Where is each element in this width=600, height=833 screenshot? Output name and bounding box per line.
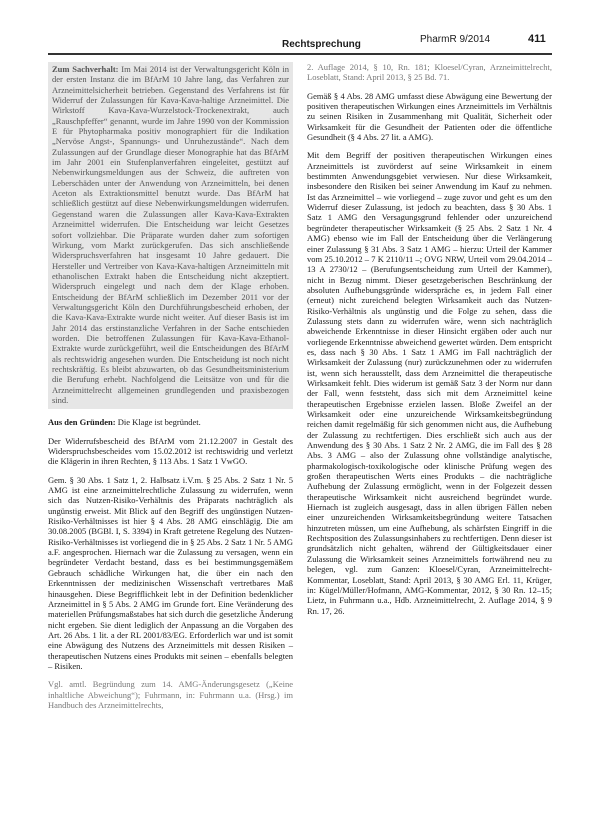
sachverhalt-heading: Zum Sachverhalt: — [52, 64, 119, 74]
paragraph: Mit dem Begriff der positiven therapeutischen Wirkungen eines Arzneimittels ist zuvörderst auf seine Wirksamkeit in einem bestimmten Anwendungsgebiet verwiesen. Nur diese Wirksamkeit, insbesondere den Risiken bei seiner Anwendung im Kauf zu nehmen. Ist das Arzneimittel – wie vorliegend – zuge zuvor und geht es um den Widerruf dieser Zulassung, ist jedoch zu beachten, dass § 30 Abs. 1 Satz 1 AMG den Versagungsgrund fehlender oder unzureichend begründeter therapeutischer Wirksamkeit (§ 25 Abs. 2 Satz 1 Nr. 4 AMG) ebenso wie im Fall der Entscheidung über die Verlängerung einer Zulassung § 31 Abs. 3 Satz 1 AMG – hierzu: Urteil der Kammer vom 25.10.2012 – 7 K 2110/11 –; OVG NRW, Urteil vom 29.04.2014 – 13 A 2730/12 – (Berufungsentscheidung zum Urteil der Kammer), nicht in Bezug nimmt. Dieser gesetzgeberischen Beschränkung der absoluten Aufhebungsgründe widerspräche es, in jedem Fall einer (erneut) nicht zureichend belegten Wirksamkeit auch das Nutzen-Risiko-Verhältnis als ungünstig und die Folge zu sehen, dass die Zulassung stets dann zu widerrufen wäre, wenn sich nachträglich abweichende Erkenntnisse in dieser Hinsicht ergäben oder auch nur vorliegende Erkenntnisse abweichend gewertet würden. Dem entspricht es, dass nach § 30 Abs. 1 Satz 1 AMG im Fall nachträglich der Wirksamkeit der Zulassung (nur) zurückzunehmen oder zu widerrufen ist, wenn sich herausstellt, dass dem Arzneimittel die therapeutische Wirksamkeit fehlt. Dies widerum ist gemäß Satz 3 der Norm nur dann der Fall, wenn feststeht, dass sich mit dem Arzneimittel keine therapeutischen Ergebnisse erzielen lassen. Bloße Zweifel an der Wirksamkeit oder eine unzureichende Wirksamkeitsbegründung reichen damit regelmäßig für sich genommen nicht aus, die Aufhebung der Zulassung zu rechtfertigen. Dies erschließt sich auch aus der Anwendung des § 30 Abs. 1 Satz 2 Nr. 2 AMG, die im Fall des § 28 Abs. 3 AMG – also der Zulassung ohne vollständige analytische, pharmakologisch-toxikologische oder klinische Prüfung wegen des großen therapeutischen Werts eines Produkts – die nachträgliche Aufhebung der Zulassung ermöglicht, wenn in der Folgezeit dessen therapeutische Wirksamkeit nicht ausreichend begründet wurde. Hiernach ist zugleich ausgesagt, dass in allen übrigen Fällen neben einer unzureichenden Wirksamkeitsbegründung weitere Tatsachen hinzutreten müssen, um eine Aufhebung, als schärfsten Eingriff in die Rechtsposition des Zulassungsinhabers zu rechtfertigen. Denn dieser ist grundsätzlich nicht gehalten, während der Gültigkeitsdauer einer Zulassung die Wirksamkeit seines Arzneimittels fortwährend neu zu belegen, vgl. zum Ganzen: Kloesel/Cyran, Arzneimittelrecht-Kommentar, Loseblatt, Stand: April 2013, § 30 AMG Erl. 11, Krüger, in: Kügel/Müller/Hofmann, AMG-Kommentar, 2012, § 30 Rn. 12–15; Lietz, in Fuhrmann u.a., Hdb. Arzneimittelrecht, 2. Auflage 2014, § 9 Rn. 17, 26. — [307, 150, 552, 616]
sachverhalt-text: Im Mai 2014 ist der Verwaltungsgericht Köln in der ersten Instanz die im BfArM 10 Jahre lang, das Verfahren zur Arzneimittelsicherheit betrieben. Gegenstand des Verfahrens ist für Widerruf der Zulassungen für Kava-Kava-haltige Arzneimittel. Die Wirkstoff Kava-Kava-Wurzelstock-Trockenextrakt, auch „Rauschpfeffer“ genannt, wurde im Jahre 1990 von der Kommission E für Phytopharmaka positiv monographiert für die Indikation „Nervöse Angst-, Spannungs- und Unruhezustände“. Nach dem Zulassungen auf der Grundlage dieser Monographie hat das BfArM im Jahr 2001 ein Stufenplanverfahren eingeleitet, gestützt auf Nebenwirkungsmeldungen aus der Schweiz, die auftreten von Leberschäden unter der Anwendung von Arzneimitteln, bei denen Aceton als Extraktionsmittel benutzt wurde. Das BfArM hat schließlich gestützt auf diese Nebenwirkungsmeldungen widerrufen. Gegenstand waren die Zulassungen aller Kava-Kava-Extrakten Arzneimittel widerrufen. Die Entscheidung war leicht Gesetzes sofort vollziehbar. Die Präparate wurden daher zum sofortigen Wirkung, vom Markt zurückgerufen. Das sich anschließende Widerspruchsverfahren hat insgesamt 10 Jahre gedauert. Die Hersteller und Vertreiber von Kava-Kava-haltigen Arzneimitteln mit ethanolischen Extrakt haben die Entscheidung nicht akzeptiert. Widerspruch eingelegt und nach dem der Klage erhoben. Entscheidung der BfArM schließlich im Dezember 2011 vor der Verwaltungsgericht Köln den Durchführungsbescheid erhoben, der die Kava-Kava-Extrakte wurde nicht weiter. Auf dieser Basis ist im Jahr 2014 das erstinstanzliche Verfahren in der Sache entschieden worden. Die betroffenen Zulassungen für Kava-Kava-Ethanol-Extrakte wurde zurückgeführt, weil die Entscheidungen des BfArM als rechtswidrig angesehen wurden. Die Entscheidung ist noch nicht rechtskräftig. Es bleibt abzuwarten, ob das Gesundheitsministerium die Berufung erhebt. Nachfolgend die Leitsätze von und für die Arzneimittelrecht allgemeinen grundlegenden und praxisbezogen sind. — [52, 64, 290, 405]
citation-paragraph: Vgl. amtl. Begründung zum 14. AMG-Änderungsgesetz („Keine inhaltliche Abweichung“); Fuhrmann, in: Fuhrmann u.a. (Hrsg.) im Handbuch des Arzneimittelrechts, — [48, 679, 293, 710]
paragraph: Der Widerrufsbescheid des BfArM vom 21.12.2007 in Gestalt des Widerspruchsbescheides vom 15.02.2012 ist rechtswidrig und verletzt die Klägerin in ihren Rechten, § 113 Abs. 1 Satz 1 VwGO. — [48, 435, 293, 467]
journal-issue: PharmR 9/2014 — [420, 34, 491, 45]
section-title: Rechtsprechung — [282, 39, 361, 50]
sachverhalt-box — [48, 62, 293, 409]
right-column — [307, 62, 552, 624]
page-number: 411 — [528, 33, 546, 45]
left-column — [48, 62, 293, 718]
paragraph: Gemäß § 4 Abs. 28 AMG umfasst diese Abwägung eine Bewertung der positiven therapeutischen Wirkungen eines Arzneimittels im Verhältnis zu seinen Risiken in Zusammenhang mit Qualität, Sicherheit oder Wirksamkeit für die Gesundheit der Patienten oder die öffentliche Gesundheit (§ 4 Abs. 27 lit. a AMG). — [307, 90, 552, 143]
citation-paragraph: 2. Auflage 2014, § 10, Rn. 181; Kloesel/Cyran, Arzneimittelrecht, Loseblatt, Stand: April 2013, § 25 Bd. 71. — [307, 62, 552, 83]
gruende-heading: Aus den Gründen: — [48, 417, 116, 428]
paragraph: Gem. § 30 Abs. 1 Satz 1, 2. Halbsatz i.V.m. § 25 Abs. 2 Satz 1 Nr. 5 AMG ist eine arzneimittelrechtliche Zulassung zu widerrufen, wenn sich das Nutzen-Risiko-Verhältnis des Präparats nachträglich als ungünstig erweist. Mit Blick auf den Begriff des ungünstigen Nutzen-Risiko-Verhältnisses ist hier § 4 Abs. 28 AMG einschlägig. Die am 30.08.2005 (BGBl. I, S. 3394) in Kraft getretene Regelung des Nutzen-Risiko-Verhältnisses ist vorliegend die in § 25 Abs. 2 Satz 1 Nr. 5 AMG a.F. angesprochen. Hiernach war die Zulassung zu versagen, wenn ein begründeter Verdacht bestand, dass es bei bestimmungsgemäßem Gebrauch schädliche Wirkungen hat, die über ein nach den Erkenntnissen der medizinischen Wissenschaft vertretbares Maß hinausgehen. Diese Begrifflichkeit lebt in der Definition bedenklicher Arzneimittel in § 5 Abs. 2 AMG im Grunde fort. Eine Veränderung des materiellen Prüfungsmaßstabes hat sich durch die gesetzliche Änderung nicht ergeben. Sie dient lediglich der Anpassung an die Vorgaben des Art. 26 Abs. 1 lit. a der RL 2001/83/EG. Erforderlich war und ist somit eine Abwägung des Nutzens des Arzneimittels mit dessen Risiken – therapeutischen Nutzens eines Produkts mit seinen – ebenfalls belegten – Risiken. — [48, 474, 293, 671]
gruende-text: Die Klage ist begründet. — [117, 417, 201, 428]
